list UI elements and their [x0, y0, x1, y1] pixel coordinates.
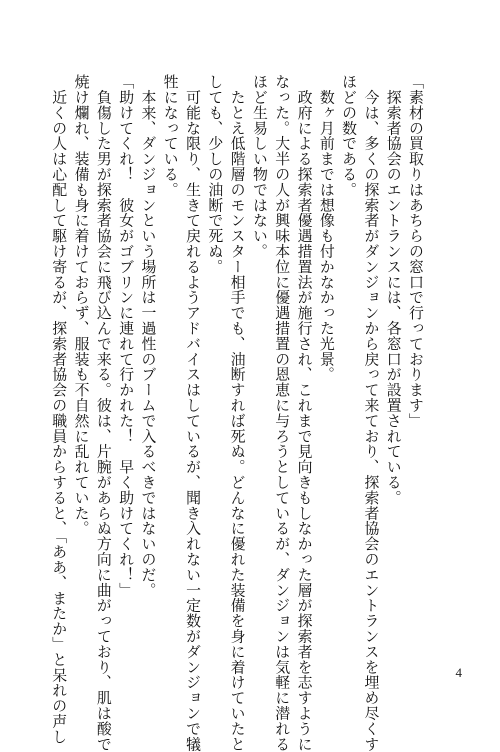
text-line: しても、少しの油断で死ぬ。 — [206, 74, 225, 275]
text-line: 「素材の買取りはあちらの窓口で行っております」 — [407, 74, 425, 429]
text-line: 可能な限り、生きて戻れるようアドバイスはしているが、聞き入れない一定数がダンジョンで犠 — [184, 74, 203, 752]
text-line: ほど生易しい物ではない。 — [250, 74, 269, 259]
text-line: 焼け爛れ、装備も身に着けておらず、服装も不自然に乱れていた。 — [72, 74, 91, 536]
text-line: 牲になっている。 — [161, 74, 180, 198]
text-line: 「助けてくれ！ 彼女がゴブリンに連れて行かれた！ 早く助けてくれ！」 — [117, 74, 136, 598]
text-line: 今は、多くの探索者がダンジョンから戻って来ており、探索者協会のエントランスを埋め尽くす — [362, 74, 381, 752]
text-line: 本来、ダンジョンという場所は一過性のブームで入るべきではないのだ。 — [139, 74, 158, 598]
text-line: なった。大半の人が興味本位に優遇措置の恩恵に与ろうとしているが、ダンジョンは気軽に潜れる — [273, 74, 292, 752]
page-number: 4 — [455, 665, 462, 680]
text-line: たとえ低階層のモンスター相手でも、油断すれば死ぬ。どんなに優れた装備を身に着けていたと — [228, 74, 247, 752]
text-line: 数ヶ月前までは想像も付かなかった光景。 — [317, 74, 336, 382]
vertical-text-block — [48, 74, 427, 752]
text-line: 政府による探索者優遇措置法が施行され、これまで見向きもしなかった層が探索者を志すように — [295, 74, 314, 752]
text-line: 探索者協会のエントランスには、各窓口が設置されている。 — [384, 74, 403, 506]
text-line: 負傷した男が探索者協会に飛び込んで来る。彼は、片腕があらぬ方向に曲がっており、肌は酸で — [94, 74, 113, 752]
text-line: ほどの数である。 — [340, 74, 359, 198]
text-line: 近くの人は心配して駆け寄るが、探索者協会の職員からすると、「ああ、またか」と呆れの声し — [50, 74, 69, 745]
